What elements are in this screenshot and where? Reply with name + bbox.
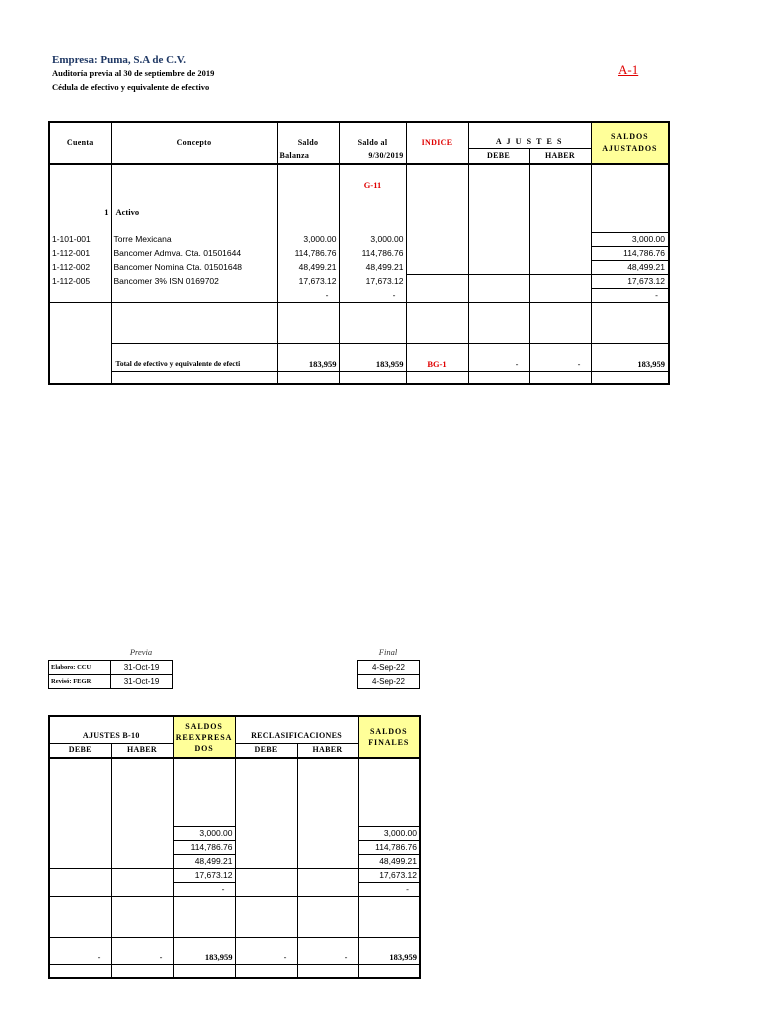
schedule-reference: A-1	[618, 62, 639, 77]
header-saldos-reexpresados-line3: DOS	[194, 743, 214, 753]
ajustes-haber-cell	[111, 826, 173, 840]
saldo-al-value: -	[339, 288, 406, 302]
ajustes-debe-cell	[468, 274, 529, 288]
empty-cell	[235, 964, 297, 978]
empty-cell	[406, 197, 468, 232]
reclas-debe-cell	[235, 882, 297, 896]
empty-cell	[49, 964, 111, 978]
account-concept: Torre Mexicana	[111, 232, 277, 246]
account-code: 1-101-001	[49, 232, 111, 246]
indice-cell	[406, 246, 468, 260]
empty-cell	[468, 197, 529, 232]
total-saldo-balanza: 183,959	[277, 343, 339, 371]
empty-cell	[591, 371, 669, 384]
ajustes-debe-cell	[468, 260, 529, 274]
table-row	[49, 854, 420, 868]
index-ref-row	[49, 164, 669, 197]
empty-cell	[468, 371, 529, 384]
total-ajustes-haber: -	[111, 937, 173, 964]
empty-cell	[297, 896, 358, 937]
ajustes-haber-cell	[111, 882, 173, 896]
header-ajustes-debe: DEBE	[49, 743, 111, 758]
header-saldo-al	[339, 122, 406, 164]
empty-cell	[468, 164, 529, 197]
saldo-reexpresado-value: 17,673.12	[173, 868, 235, 882]
saldo-ajustado-value: 48,499.21	[591, 260, 669, 274]
header-saldos-ajustados-line2: AJUSTADOS	[602, 144, 658, 153]
empty-cell	[529, 197, 591, 232]
spacer-row	[49, 896, 420, 937]
account-code: 1-112-001	[49, 246, 111, 260]
adjustments-table	[48, 715, 421, 979]
header-reclas-haber: HABER	[297, 743, 358, 758]
audit-period: Auditoría previa al 30 de septiembre de 2019	[52, 68, 215, 78]
empty-cell	[277, 302, 339, 343]
saldo-ajustado-value: 3,000.00	[591, 232, 669, 246]
final-label: Final	[378, 647, 398, 657]
table-row	[49, 868, 420, 882]
saldo-final-value: 48,499.21	[358, 854, 420, 868]
account-concept: Bancomer Nomina Cta. 01501648	[111, 260, 277, 274]
empty-cell	[591, 197, 669, 232]
table-row	[49, 840, 420, 854]
empty-cell	[111, 896, 173, 937]
saldo-ajustado-value: 17,673.12	[591, 274, 669, 288]
empty-cell	[111, 371, 277, 384]
saldo-reexpresado-value: 48,499.21	[173, 854, 235, 868]
total-ajustes-debe: -	[468, 343, 529, 371]
header-saldo-balanza	[277, 122, 339, 164]
header-cuenta: Cuenta	[49, 122, 111, 164]
empty-cell	[277, 164, 339, 197]
account-concept: Bancomer 3% ISN 0169702	[111, 274, 277, 288]
header-saldos-reexpresados-line2: REEXPRESA	[175, 732, 233, 742]
empty-cell	[358, 896, 420, 937]
signoff-row	[358, 661, 420, 675]
signoff-row	[358, 675, 420, 689]
header-reclas-debe: DEBE	[235, 743, 297, 758]
saldo-balanza-value: 48,499.21	[277, 260, 339, 274]
empty-cell	[173, 964, 235, 978]
ajustes-haber-cell	[529, 246, 591, 260]
account-code: 1-112-002	[49, 260, 111, 274]
total-reclas-haber: -	[297, 937, 358, 964]
saldo-al-value: 3,000.00	[339, 232, 406, 246]
total-index-ref: BG-1	[406, 343, 468, 371]
empty-cell	[111, 302, 277, 343]
section-label: Activo	[111, 197, 277, 232]
header-saldos-ajustados-line1: SALDOS	[611, 132, 649, 141]
signoff-previa-table	[48, 660, 173, 689]
empty-cell	[591, 302, 669, 343]
header-saldos-finales-line2: FINALES	[368, 738, 410, 747]
previa-label: Previa	[129, 647, 153, 657]
reclas-haber-cell	[297, 882, 358, 896]
empty-cell	[49, 164, 111, 197]
empty-cell	[406, 371, 468, 384]
table-row	[49, 882, 420, 896]
closing-row	[49, 371, 669, 384]
empty-cell	[277, 371, 339, 384]
header-row	[49, 122, 669, 148]
signoff-final-date: 4-Sep-22	[358, 675, 420, 689]
header-ajustes: A J U S T E S	[468, 122, 591, 148]
saldo-final-value: 17,673.12	[358, 868, 420, 882]
total-ajustes-debe: -	[49, 937, 111, 964]
ajustes-debe-cell	[468, 288, 529, 302]
empty-cell	[339, 371, 406, 384]
ajustes-debe-cell	[49, 868, 111, 882]
signoff-row	[49, 675, 173, 689]
empty-cell	[235, 896, 297, 937]
empty-cell	[49, 288, 111, 302]
indice-cell	[406, 232, 468, 246]
total-saldo-al: 183,959	[339, 343, 406, 371]
empty-cell	[277, 197, 339, 232]
schedule-title: Cédula de efectivo y equivalente de efectivo	[52, 82, 210, 92]
total-row	[49, 343, 669, 371]
company-name: Empresa: Puma, S.A de C.V.	[52, 54, 187, 66]
saldo-reexpresado-value: 114,786.76	[173, 840, 235, 854]
table-row	[49, 246, 669, 260]
saldo-ajustado-value: -	[591, 288, 669, 302]
saldo-al-value: 114,786.76	[339, 246, 406, 260]
header-reclasificaciones: RECLASIFICACIONES	[235, 716, 358, 743]
account-concept: Bancomer Admva. Cta. 01501644	[111, 246, 277, 260]
total-ajustes-haber: -	[529, 343, 591, 371]
empty-cell	[235, 758, 297, 826]
header-saldos-reexpresados-line1: SALDOS	[185, 721, 223, 731]
empty-cell	[111, 964, 173, 978]
empty-cell	[339, 302, 406, 343]
header-saldo-al-line2: 9/30/2019	[368, 151, 404, 160]
empty-cell	[49, 758, 111, 826]
signoff-role: Elaboro: CCU	[49, 661, 111, 675]
reclas-haber-cell	[297, 854, 358, 868]
saldo-balanza-value: 17,673.12	[277, 274, 339, 288]
saldo-final-value: -	[358, 882, 420, 896]
header-concepto: Concepto	[111, 122, 277, 164]
ajustes-debe-cell	[468, 246, 529, 260]
empty-cell	[529, 164, 591, 197]
ajustes-haber-cell	[529, 274, 591, 288]
empty-cell	[173, 758, 235, 826]
empty-cell	[406, 302, 468, 343]
empty-cell	[111, 288, 277, 302]
ajustes-haber-cell	[529, 232, 591, 246]
empty-cell	[297, 758, 358, 826]
header-ajustes-haber: HABER	[529, 148, 591, 164]
saldo-al-value: 48,499.21	[339, 260, 406, 274]
empty-cell	[468, 302, 529, 343]
ajustes-haber-cell	[111, 868, 173, 882]
header-ajustes-b10: AJUSTES B-10	[49, 716, 173, 743]
total-label: Total de efectivo y equivalente de efecti	[111, 343, 277, 371]
header-indice: INDICE	[406, 122, 468, 164]
empty-cell	[49, 896, 111, 937]
indice-cell	[406, 288, 468, 302]
header-saldo-balanza-line1: Saldo	[297, 138, 319, 147]
empty-cell	[297, 964, 358, 978]
table-row	[49, 826, 420, 840]
cash-schedule-table	[48, 121, 670, 385]
signoff-previa-date: 31-Oct-19	[111, 661, 173, 675]
indice-cell	[406, 274, 468, 288]
header-saldos-ajustados	[591, 122, 669, 164]
empty-cell	[529, 371, 591, 384]
empty-cell	[529, 302, 591, 343]
saldo-reexpresado-value: -	[173, 882, 235, 896]
ajustes-debe-cell	[49, 854, 111, 868]
ajustes-haber-cell	[111, 840, 173, 854]
saldo-balanza-value: -	[277, 288, 339, 302]
closing-row	[49, 964, 420, 978]
header-saldos-finales	[358, 716, 420, 758]
table-row	[49, 274, 669, 288]
total-saldo-ajustado: 183,959	[591, 343, 669, 371]
ajustes-haber-cell	[529, 288, 591, 302]
reclas-debe-cell	[235, 840, 297, 854]
empty-cell	[339, 197, 406, 232]
account-code: 1-112-005	[49, 274, 111, 288]
empty-cell	[49, 302, 111, 384]
ajustes-debe-cell	[49, 826, 111, 840]
ajustes-debe-cell	[49, 840, 111, 854]
header-ajustes-haber: HABER	[111, 743, 173, 758]
signoff-previa-date: 31-Oct-19	[111, 675, 173, 689]
header-row	[49, 716, 420, 743]
saldo-final-value: 3,000.00	[358, 826, 420, 840]
table-row	[49, 260, 669, 274]
empty-cell	[358, 964, 420, 978]
reclas-debe-cell	[235, 868, 297, 882]
total-row	[49, 937, 420, 964]
table-row	[49, 232, 669, 246]
ajustes-haber-cell	[529, 260, 591, 274]
header-ajustes-debe: DEBE	[468, 148, 529, 164]
signoff-final-date: 4-Sep-22	[358, 661, 420, 675]
ajustes-haber-cell	[111, 854, 173, 868]
empty-cell	[173, 896, 235, 937]
reclas-haber-cell	[297, 826, 358, 840]
table-row	[49, 288, 669, 302]
saldo-ajustado-value: 114,786.76	[591, 246, 669, 260]
spacer-row	[49, 758, 420, 826]
total-saldo-final: 183,959	[358, 937, 420, 964]
empty-cell	[111, 164, 277, 197]
signoff-row	[49, 661, 173, 675]
section-number: 1	[49, 197, 111, 232]
saldo-al-value: 17,673.12	[339, 274, 406, 288]
signoff-role: Revisó: FEGR	[49, 675, 111, 689]
saldo-balanza-value: 114,786.76	[277, 246, 339, 260]
header-saldos-reexpresados	[173, 716, 235, 758]
index-ref-g11: G-11	[339, 164, 406, 197]
saldo-reexpresado-value: 3,000.00	[173, 826, 235, 840]
indice-cell	[406, 260, 468, 274]
saldo-final-value: 114,786.76	[358, 840, 420, 854]
empty-cell	[111, 758, 173, 826]
empty-cell	[358, 758, 420, 826]
reclas-haber-cell	[297, 868, 358, 882]
total-saldo-reexpresado: 183,959	[173, 937, 235, 964]
ajustes-debe-cell	[468, 232, 529, 246]
reclas-debe-cell	[235, 854, 297, 868]
reclas-haber-cell	[297, 840, 358, 854]
ajustes-debe-cell	[49, 882, 111, 896]
header-saldo-al-line1: Saldo al	[357, 138, 388, 147]
saldo-balanza-value: 3,000.00	[277, 232, 339, 246]
header-saldo-balanza-line2: Balanza	[279, 151, 310, 160]
reclas-debe-cell	[235, 826, 297, 840]
header-saldos-finales-line1: SALDOS	[370, 727, 408, 736]
total-reclas-debe: -	[235, 937, 297, 964]
spacer-row	[49, 302, 669, 343]
signoff-final-table	[357, 660, 420, 689]
empty-cell	[591, 164, 669, 197]
section-row	[49, 197, 669, 232]
empty-cell	[406, 164, 468, 197]
